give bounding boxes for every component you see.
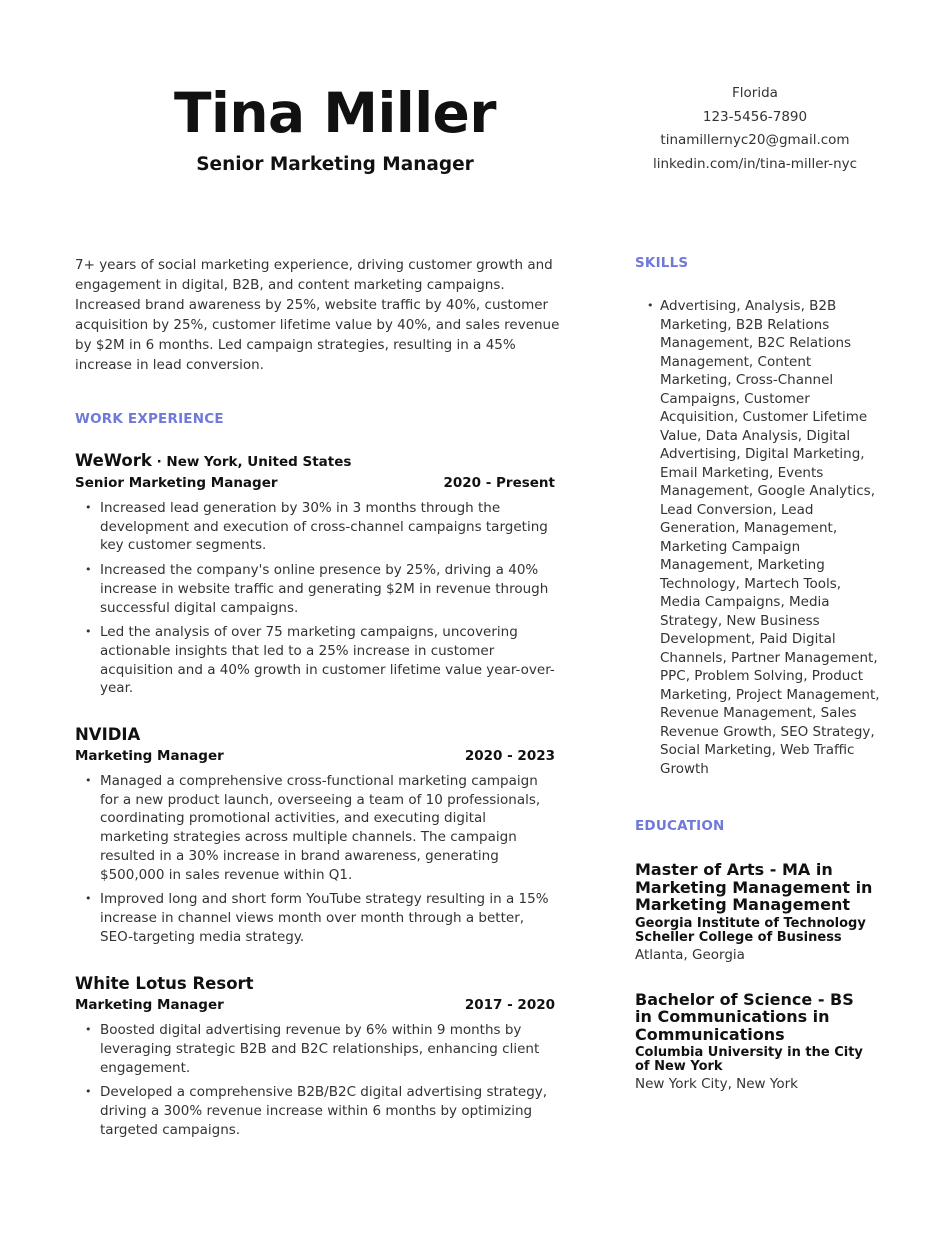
candidate-name: Tina Miller [173,81,496,145]
job-bullets [75,499,560,698]
company-line [75,973,560,995]
role-dates: 2017 - 2020 [464,997,555,1014]
education-location: New York City, New York [635,1076,798,1092]
role-title: Marketing Manager [75,748,224,765]
role-title: Marketing Manager [75,997,224,1014]
skills-list [635,297,885,778]
job-bullet: • Managed a comprehensive cross-functional marketing campaign for a new product launch, overseeing a team of 10 professionals, coordinating promotional activities, and executing digital marketing strategies across multiple channels. The campaign resulted in a 30% increase in brand awareness, generating $500,000 in sales revenue within Q1. [100,772,555,884]
job-entry [75,724,560,946]
job-entry [75,450,560,698]
company-line [75,724,560,746]
summary-paragraph: 7+ years of social marketing experience, driving customer growth and engagement in digital, B2B, and content marketing campaigns. Increased brand awareness by 25%, website traffic by 40%, customer acquisition by 25%, customer lifetime value by 40%, and sales revenue by $2M in 6 months. Led campaign strategies, resulting in a 45% increase in lead conversion. [75,257,560,373]
right-column [635,255,885,1094]
job-bullets [75,772,560,946]
job-bullets [75,1021,560,1139]
contact-phone: 123-5456-7890 [702,108,808,125]
role-dates: 2020 - 2023 [464,748,555,765]
company-name: WeWork [75,451,152,470]
contact-email: tinamillernyc20@gmail.com [660,132,850,148]
company-location: · New York, United States [151,454,352,470]
company-name: White Lotus Resort [75,974,254,994]
skills-text: • Advertising, Analysis, B2B Marketing, B2B Relations Management, B2C Relations Management, Content Marketing, Cross-Channel Campaigns, Customer Acquisition, Customer Lifetime Value, Data Analysis, Digital Advertising, Digital Marketing, Email Marketing, Events Management, Google Analytics, Lead Conversion, Lead Generation, Management, Marketing Campaign Management, Marketing Technology, Martech Tools, Media Campaigns, Media Strategy, New Business Development, Paid Digital Channels, Partner Management, PPC, Problem Solving, Product Marketing, Project Management, Revenue Management, Sales Revenue Growth, SEO Strategy, Social Marketing, Web Traffic Growth [660,297,885,778]
contact-block [620,82,890,176]
job-bullet: • Increased lead generation by 30% in 3 months through the development and execution of cross-channel campaigns targeting key customer segments. [100,499,555,555]
candidate-title: Senior Marketing Manager [196,154,474,175]
education-degree: Bachelor of Science - BS in Communications in Communications [635,989,854,1044]
role-line [75,995,555,1015]
job-bullet: • Improved long and short form YouTube strategy resulting in a 15% increase in channel views month over month through a better, SEO-targeting media strategy. [100,890,555,946]
contact-linkedin: linkedin.com/in/tina-miller-nyc [652,155,858,172]
job-bullet: • Led the analysis of over 75 marketing campaigns, uncovering actionable insights that led to a 25% increase in customer acquisition and a 40% growth in customer lifetime value year-over-year. [100,623,555,698]
job-bullet: • Developed a comprehensive B2B/B2C digital advertising strategy, driving a 300% revenue increase within 6 months by optimizing targeted campaigns. [100,1083,555,1139]
left-column [75,255,560,1146]
company-name: NVIDIA [75,725,141,745]
education-school: Georgia Institute of Technology Scheller College of Business [635,915,866,945]
job-bullet: • Boosted digital advertising revenue by 6% within 9 months by leveraging strategic B2B and B2C relationships, enhancing client engagement. [100,1021,555,1077]
contact-location: Florida [732,85,778,101]
role-dates: 2020 - Present [443,475,555,491]
education-entry [635,861,885,965]
education-heading: EDUCATION [635,818,725,834]
job-bullet: • Increased the company's online presence by 25%, driving a 40% increase in website traffic and generating $2M in revenue through successful digital campaigns. [100,561,555,617]
role-line [75,746,555,766]
company-line [75,450,560,473]
education-entry [635,991,885,1095]
education-location: Atlanta, Georgia [635,946,745,963]
job-entry [75,973,560,1139]
education-school: Columbia University in the City of New York [635,1045,863,1074]
work-experience-heading: WORK EXPERIENCE [75,411,224,427]
skills-heading: SKILLS [635,255,689,271]
role-title: Senior Marketing Manager [75,475,278,491]
role-line [75,473,555,493]
education-degree: Master of Arts - MA in Marketing Management in Marketing Management [635,860,873,914]
